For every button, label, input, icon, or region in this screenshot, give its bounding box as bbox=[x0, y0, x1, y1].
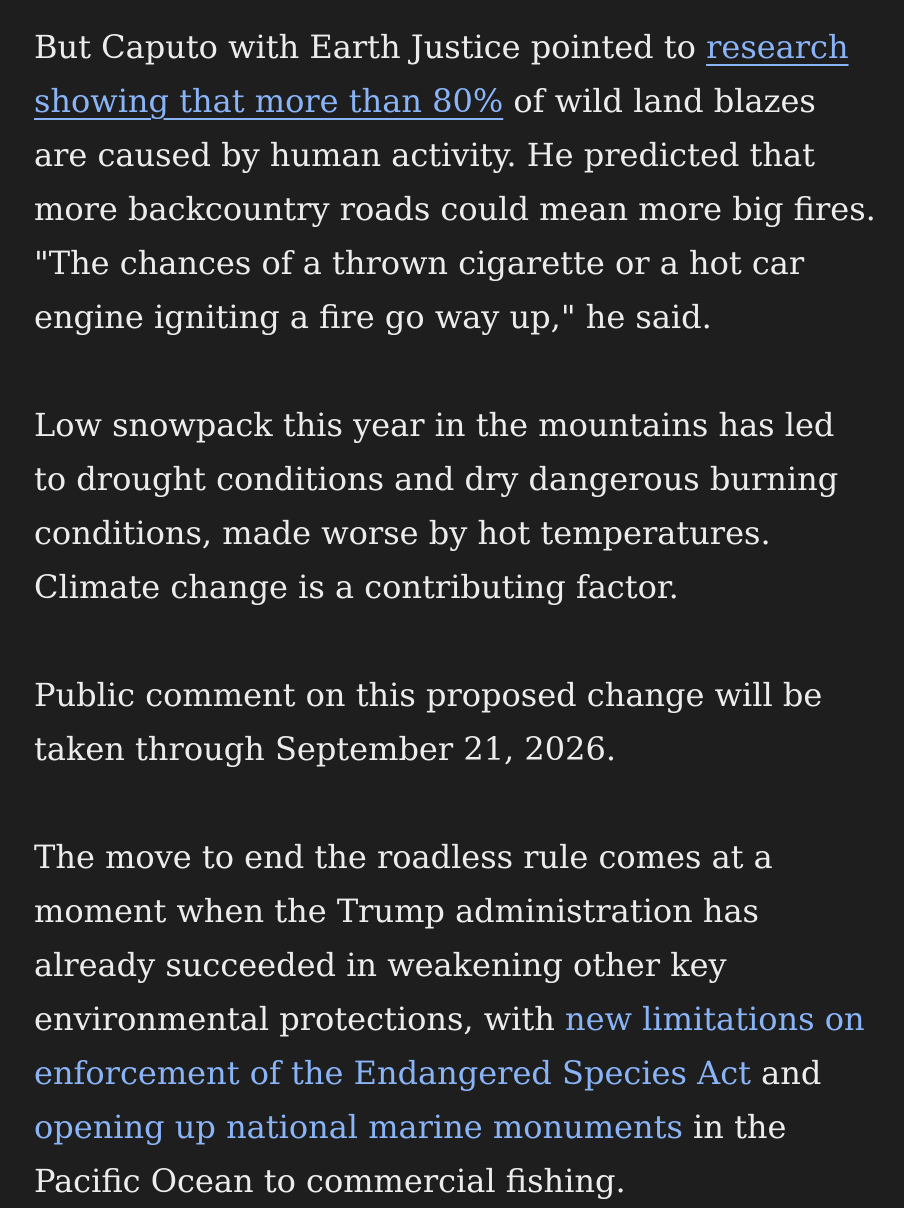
paragraph-public-comment bbox=[34, 668, 876, 776]
paragraph-text: But Caputo with Earth Justice pointed to bbox=[34, 28, 707, 66]
paragraph-roadless-rule bbox=[34, 830, 876, 1208]
endangered-species-act-link[interactable]: new limitations on enforcement of the Endangered Species Act bbox=[34, 1000, 865, 1092]
research-link[interactable]: research showing that more than 80% bbox=[34, 28, 849, 120]
article-body bbox=[34, 20, 876, 1208]
marine-monuments-link[interactable]: opening up national marine monuments bbox=[34, 1108, 683, 1146]
paragraph-text: Low snowpack this year in the mountains has led to drought conditions and dry dangerous burning conditions, made worse by hot temperatures. Climate change is a contributing factor. bbox=[34, 406, 839, 606]
paragraph-text: Public comment on this proposed change will be taken through September 21, 2026. bbox=[34, 676, 823, 768]
paragraph-wildfire-research bbox=[34, 20, 876, 344]
paragraph-text: and bbox=[750, 1054, 822, 1092]
paragraph-snowpack bbox=[34, 398, 876, 614]
paragraph-text: The move to end the roadless rule comes at a moment when the Trump administration has already succeeded in weakening other key environmental protections, with bbox=[34, 838, 773, 1038]
paragraph-text: in the Pacific Ocean to commercial fishing. bbox=[34, 1108, 787, 1200]
paragraph-text: of wild land blazes are caused by human activity. He predicted that more backcountry roads could mean more big fires. "The chances of a thrown cigarette or a hot car engine igniting a fire go way up," he said. bbox=[34, 82, 876, 336]
